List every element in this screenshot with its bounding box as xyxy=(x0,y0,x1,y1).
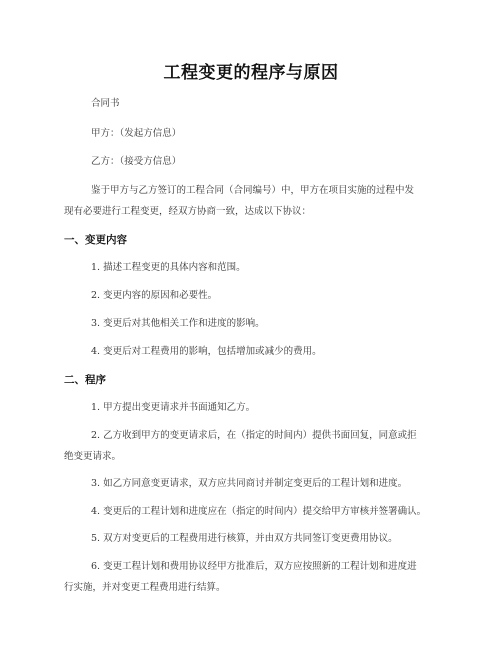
preamble-line: 鉴于甲方与乙方签订的工程合同（合同编号）中，甲方在项目实施的过程中发 xyxy=(91,185,415,196)
list-item: 2. 乙方收到甲方的变更请求后，在（指定的时间内）提供书面回复，同意或拒 xyxy=(91,430,417,441)
party-b-line: 乙方：（接受方信息） xyxy=(91,156,182,167)
list-item: 3. 如乙方同意变更请求，双方应共同商讨并制定变更后的工程计划和进度。 xyxy=(91,478,408,489)
list-item-continuation: 行实施，并对变更工程费用进行结算。 xyxy=(64,582,226,593)
list-item: 2. 变更内容的原因和必要性。 xyxy=(91,290,218,301)
section-heading-procedure: 二、程序 xyxy=(64,374,106,386)
list-item-continuation: 绝变更请求。 xyxy=(64,451,122,462)
document-title: 工程变更的程序与原因 xyxy=(163,63,339,83)
list-item: 1. 描述工程变更的具体内容和范围。 xyxy=(91,262,246,273)
list-item: 5. 双方对变更后的工程费用进行核算，并由双方共同签订变更费用协议。 xyxy=(91,533,398,544)
contract-label: 合同书 xyxy=(91,98,120,109)
list-item: 4. 变更后对工程费用的影响，包括增加或减少的费用。 xyxy=(91,346,322,357)
list-item: 4. 变更后的工程计划和进度应在（指定的时间内）提交给甲方审核并签署确认。 xyxy=(91,506,427,517)
section-heading-changes: 一、变更内容 xyxy=(64,234,127,246)
list-item: 1. 甲方提出变更请求并书面通知乙方。 xyxy=(91,402,256,413)
preamble-line: 现有必要进行工程变更，经双方协商一致，达成以下协议： xyxy=(64,206,312,217)
list-item: 6. 变更工程计划和费用协议经甲方批准后，双方应按照新的工程计划和进度进 xyxy=(91,561,417,572)
party-a-line: 甲方：（发起方信息） xyxy=(91,128,182,139)
list-item: 3. 变更后对其他相关工作和进度的影响。 xyxy=(91,318,265,329)
